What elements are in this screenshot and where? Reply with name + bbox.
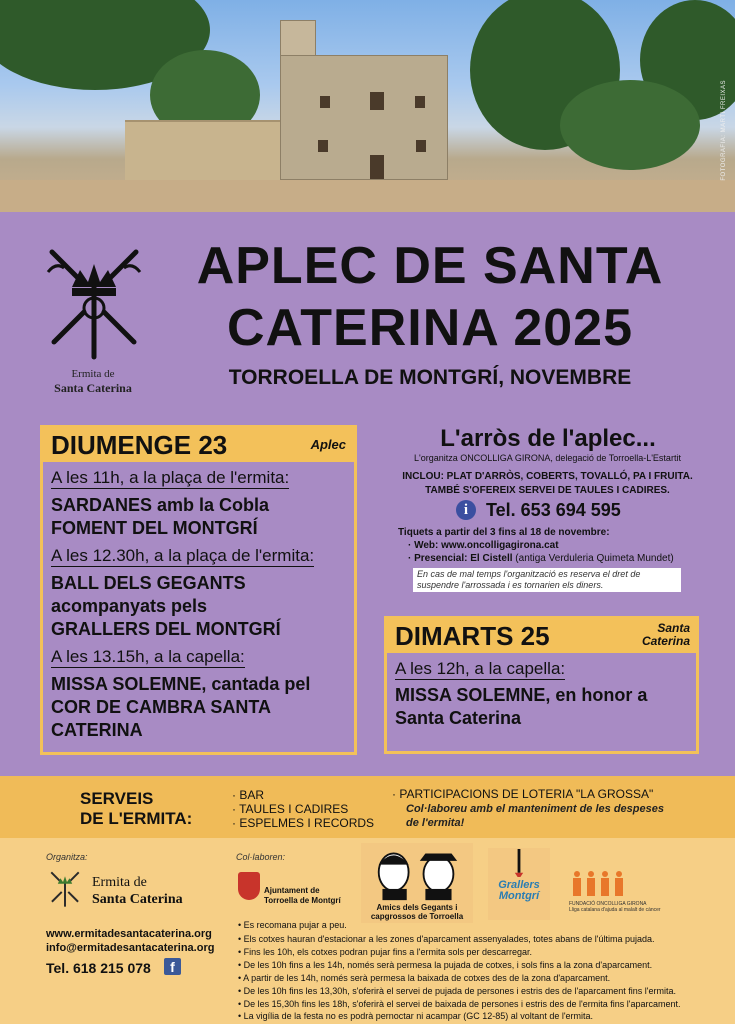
event-what: BALL DELS GEGANTS (51, 573, 246, 593)
event-when: A les 11h, a la plaça de l'ermita: (51, 468, 290, 487)
services-title-line2: DE L'ERMITA: (80, 809, 193, 828)
sunday-event-3 (43, 641, 354, 742)
arros-organizer: L'organitza ONCOLLIGA GIRONA, delegació de Torroella-L'Estartit (414, 453, 681, 463)
tuesday-tag (642, 622, 690, 648)
service-item: · TAULES I CADIRES (232, 802, 349, 816)
facebook-icon[interactable]: f (164, 958, 181, 975)
organizer-label: Organitza: (46, 852, 88, 862)
event-what: Santa Caterina (395, 708, 522, 728)
lottery-item: · PARTICIPACIONS DE LOTERIA "LA GROSSA" (392, 787, 654, 801)
rule-item: • Es recomana pujar a peu. (238, 920, 347, 930)
rule-item: • La vigília de la festa no es podrà pernoctar ni acampar (GC 12-85) al voltant de l'ermita. (238, 1011, 594, 1021)
services-title-line1: SERVEIS (80, 789, 154, 808)
window (320, 96, 330, 108)
rule-item: • De les 15,30h fins les 18h, s'oferirà el servei de baixada de persones i estris des de l'ermita fins l'aparcament. (238, 999, 681, 1009)
sunday-event-1 (43, 462, 354, 540)
sunday-box (40, 425, 357, 755)
event-what: COR DE CAMBRA SANTA (51, 697, 271, 717)
photo-credit: FOTOGRAFIA: MARTÍ FREIXAS (721, 80, 727, 181)
service-item: · BAR (232, 788, 265, 802)
collaborators-label: Col·laboren: (236, 852, 286, 862)
window (415, 96, 425, 108)
ermita-logo-icon (48, 868, 82, 910)
ajuntament-shield-icon (238, 872, 260, 900)
oncolliga-line2: Lliga catalana d'ajuda al malalt de càncer (569, 907, 661, 913)
event-when: A les 12.30h, a la plaça de l'ermita: (51, 546, 315, 565)
tuesday-event (387, 653, 696, 730)
lottery-note-line1: Col·laboreu amb el manteniment de les despeses (406, 803, 664, 815)
gegants-icon (364, 846, 470, 902)
event-what: MISSA SOLEMNE, cantada pel (51, 674, 311, 694)
ajuntament-name (264, 886, 341, 906)
arros-includes (375, 470, 720, 498)
arros-phone: Tel. 653 694 595 (486, 500, 621, 520)
ground (0, 180, 735, 212)
lottery-note (406, 802, 664, 830)
rule-item: • Fins les 10h, els cotxes podran pujar fins a l'ermita sols per descarregar. (238, 947, 533, 957)
oncolliga-line1: FUNDACIÓ ONCOLLIGA GIRONA (569, 901, 647, 907)
header-photo (0, 0, 735, 212)
ajuntament-line1: Ajuntament de (264, 886, 320, 895)
tuesday-header (387, 619, 696, 653)
ajuntament-line2: Torroella de Montgrí (264, 896, 341, 905)
info-icon: i (456, 500, 476, 520)
arros-includes-line1: INCLOU: PLAT D'ARRÒS, COBERTS, TOVALLÓ, PA I FRUITA. (402, 471, 693, 482)
gralla-icon (512, 848, 526, 878)
emblem-line2: Santa Caterina (54, 381, 132, 395)
tickets-web (408, 540, 559, 551)
arros-title: L'arròs de l'aplec... (440, 425, 656, 452)
tickets-info: Tiquets a partir del 3 fins al 18 de novembre: (398, 527, 610, 538)
hermitage-building (280, 55, 448, 180)
church-door (370, 155, 384, 179)
event-what: FOMENT DEL MONTGRÍ (51, 518, 258, 538)
emblem-line1: Ermita de (71, 368, 115, 380)
window (370, 92, 384, 110)
weather-note: En cas de mal temps l'organització es reserva el dret de suspendre l'arrossada i es tornarien els diners. (413, 568, 681, 592)
page-subtitle: TORROELLA DE MONTGRÍ, NOVEMBRE (228, 366, 632, 389)
event-when: A les 12h, a la capella: (395, 659, 566, 678)
gegants-line2: capgrossos de Torroella (370, 912, 464, 921)
page-title-line1: APLEC DE SANTA (196, 237, 664, 295)
event-what: CATERINA (51, 720, 143, 740)
event-what: GRALLERS DEL MONTGRÍ (51, 619, 281, 639)
tickets-presencial (408, 553, 674, 564)
rule-item: • De les 10h fins a les 14h, només serà permesa la pujada de cotxes, i sols fins a la zona d'aparcament. (238, 960, 653, 970)
tuesday-tag-line1: Santa (657, 621, 690, 635)
window (416, 140, 426, 152)
window (318, 140, 328, 152)
tuesday-day: DIMARTS 25 (395, 621, 550, 651)
event-what: MISSA SOLEMNE, en honor a (395, 685, 648, 705)
sunday-header (43, 428, 354, 462)
presencial-note: (antiga Verduleria Quimeta Mundet) (515, 553, 674, 564)
sunday-event-2 (43, 540, 354, 641)
gegants-name (361, 903, 473, 921)
tree (560, 80, 700, 170)
grallers-line2: Montgrí (498, 890, 540, 902)
tuesday-tag-line2: Caterina (641, 634, 690, 648)
sunday-day: DIUMENGE 23 (51, 430, 228, 460)
services-title (80, 789, 192, 829)
web-link[interactable]: www.oncolligagirona.cat (441, 540, 559, 551)
organizer-name-line1: Ermita de (92, 875, 147, 890)
page-title-line2: CATERINA 2025 (227, 299, 633, 357)
presencial-place: El Cistell (470, 553, 513, 564)
lottery-note-line2: de l'ermita! (406, 817, 465, 829)
oncolliga-people-icon (570, 870, 628, 898)
ermita-emblem-icon (42, 242, 146, 364)
grallers-line1: Grallers (498, 879, 540, 891)
rule-item: • A partir de les 14h, només serà permesa la baixada de cotxes des de la zona d'aparcament. (238, 973, 611, 983)
contact-phone: Tel. 618 215 078 (46, 960, 151, 976)
event-what: SARDANES amb la Cobla (51, 495, 270, 515)
website-link[interactable]: www.ermitadesantacaterina.org (46, 928, 212, 940)
event-what: acompanyats pels (51, 596, 208, 616)
event-when: A les 13.15h, a la capella: (51, 647, 245, 666)
organizer-name-line2: Santa Caterina (92, 892, 183, 907)
tuesday-box (384, 616, 699, 754)
presencial-label: · Presencial: (408, 553, 468, 564)
sunday-tag: Aplec (310, 437, 346, 452)
organizer-name (92, 874, 183, 908)
gegants-line1: Amics dels Gegants i (376, 903, 458, 912)
email-link[interactable]: info@ermitadesantacaterina.org (46, 942, 215, 954)
arros-includes-line2: TAMBÉ S'OFEREIX SERVEI DE TAULES I CADIRES. (425, 485, 670, 496)
oncolliga-name (569, 901, 661, 913)
grallers-name (488, 880, 550, 902)
rule-item: • De les 10h fins les 13,30h, s'oferirà el servei de pujada de persones i estris des de l'aparcament fins l'ermita. (238, 986, 677, 996)
web-label: · Web: (408, 540, 439, 551)
service-item: · ESPELMES I RECORDS (232, 816, 375, 830)
rule-item: • Els cotxes hauran d'estacionar a les zones d'aparcament assenyalades, totes abans de l'última pujada. (238, 934, 655, 944)
